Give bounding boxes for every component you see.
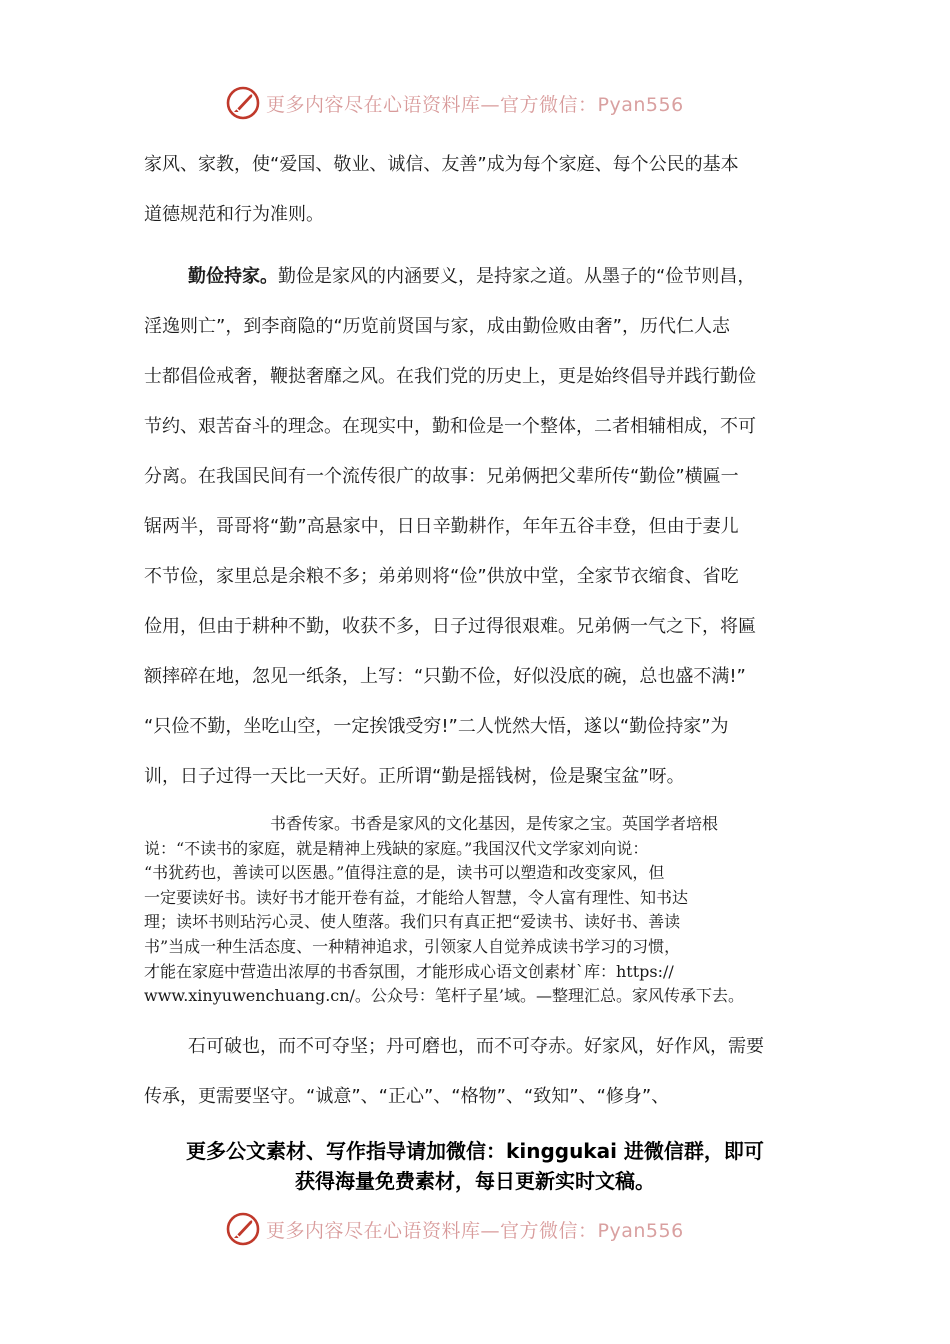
thrift-heading: 勤俭持家。 xyxy=(188,266,278,287)
intro-paragraph xyxy=(144,140,804,240)
books-line: 书”当成一种生活态度、一种精神追求，引领家人自觉养成读书学习的习惯， xyxy=(144,936,681,956)
footer-banner-text: 更多内容尽在心语资料库—官方微信：Pyan556 xyxy=(266,1219,684,1242)
heritage-paragraph xyxy=(144,1022,804,1122)
intro-line: 道德规范和行为准则。 xyxy=(144,204,324,225)
thrift-paragraph xyxy=(144,252,804,802)
thrift-line: 训，日子过得一天比一天好。正所谓“勤是摇钱树，俭是聚宝盆”呀。 xyxy=(144,766,685,787)
thrift-line: “只俭不勤，坐吃山空，一定挨饿受穷!”二人恍然大悟，遂以“勤俭持家”为 xyxy=(144,716,729,737)
thrift-line: 额摔碎在地，忽见一纸条，上写：“只勤不俭，好似没底的碗，总也盛不满!” xyxy=(144,666,746,687)
books-line: 理；读坏书则玷污心灵、使人堕落。我们只有真正把“爱读书、读好书、善读 xyxy=(144,912,681,932)
heritage-line: 传承，更需要坚守。“诚意”、“正心”、“格物”、“致知”、“修身”、 xyxy=(144,1086,670,1107)
header-banner-text: 更多内容尽在心语资料库—官方微信：Pyan556 xyxy=(266,93,684,116)
books-line: 书香传家。书香是家风的文化基因，是传家之宝。英国学者培根 xyxy=(270,814,719,833)
footer-wechat-id: Pyan556 xyxy=(597,1219,684,1242)
quill-pen-logo-icon xyxy=(226,86,260,120)
promo-line-2: 获得海量免费素材，每日更新实时文稿。 xyxy=(295,1169,655,1193)
promo-line-1: 更多公文素材、写作指导请加微信：kinggukai 进微信群，即可 xyxy=(186,1139,764,1163)
books-line: “书犹药也，善读可以医愚。”值得注意的是，读书可以塑造和改变家风，但 xyxy=(144,863,665,883)
books-line: www.xinyuwenchuang.cn/。公众号：笔杆子星’域。—整理汇总。家风传承下去。 xyxy=(144,986,745,1006)
thrift-line: 节约、艰苦奋斗的理念。在现实中，勤和俭是一个整体，二者相辅相成，不可 xyxy=(144,416,756,437)
thrift-line: 分离。在我国民间有一个流传很广的故事：兄弟俩把父辈所传“勤俭”横匾一 xyxy=(144,466,739,487)
header-banner xyxy=(226,86,746,120)
quill-pen-logo-icon xyxy=(226,1212,260,1246)
thrift-line: 锯两半，哥哥将“勤”高悬家中，日日辛勤耕作，年年五谷丰登，但由于妻儿 xyxy=(144,516,739,537)
promo-notice xyxy=(120,1136,830,1196)
thrift-line: 士都倡俭戒奢，鞭挞奢靡之风。在我们党的历史上，更是始终倡导并践行勤俭 xyxy=(144,366,756,387)
thrift-line: 俭用，但由于耕种不勤，收获不多，日子过得很艰难。兄弟俩一气之下，将匾 xyxy=(144,616,756,637)
footer-banner xyxy=(226,1212,746,1246)
thrift-line: 淫逸则亡”，到李商隐的“历览前贤国与家，成由勤俭败由奢”，历代仁人志 xyxy=(144,316,730,337)
heritage-line: 石可破也，而不可夺坚；丹可磨也，而不可夺赤。好家风，好作风，需要 xyxy=(188,1036,764,1057)
books-paragraph xyxy=(144,812,824,1009)
books-line: 说：“不读书的家庭，就是精神上残缺的家庭。”我国汉代文学家刘向说： xyxy=(144,838,649,858)
books-line: 一定要读好书。读好书才能开卷有益，才能给人智慧，令人富有理性、知书达 xyxy=(144,887,689,907)
books-line: 才能在家庭中营造出浓厚的书香氛围，才能形成心语文创素材`库：https:// xyxy=(144,961,674,981)
header-wechat-id: Pyan556 xyxy=(597,93,684,116)
thrift-first-line: 勤俭持家。勤俭是家风的内涵要义，是持家之道。从墨子的“俭节则昌， xyxy=(188,266,756,287)
thrift-line: 不节俭，家里总是余粮不多；弟弟则将“俭”供放中堂，全家节衣缩食、省吃 xyxy=(144,566,739,587)
intro-line: 家风、家教，使“爱国、敬业、诚信、友善”成为每个家庭、每个公民的基本 xyxy=(144,154,739,175)
